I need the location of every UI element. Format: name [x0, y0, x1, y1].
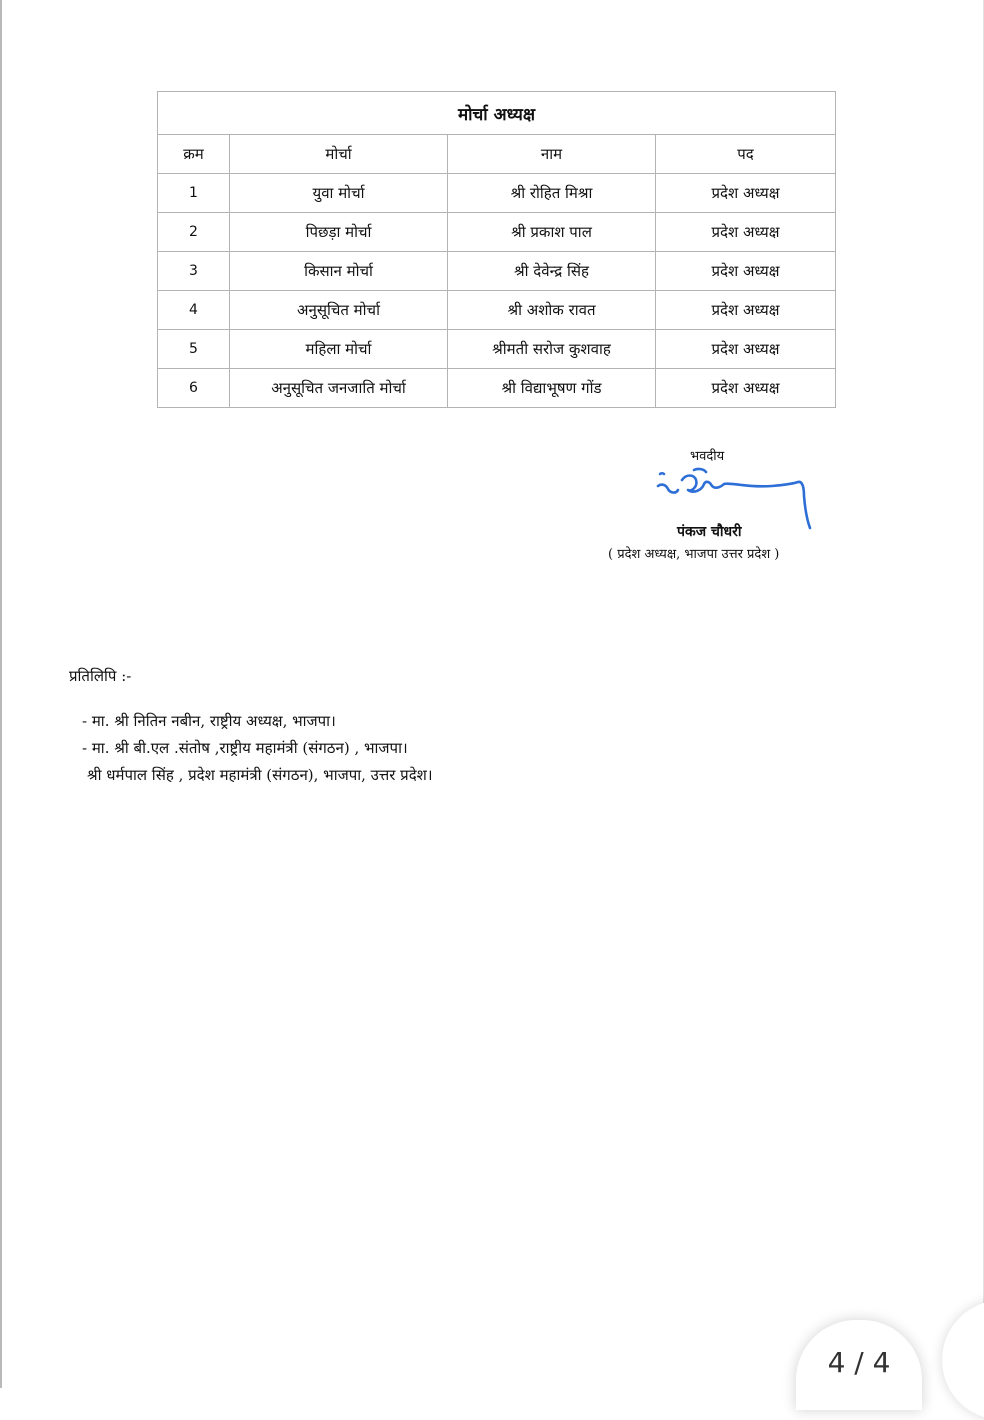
copy-to-item: - मा. श्री नितिन नबीन, राष्ट्रीय अध्यक्ष, भाजपा।	[82, 712, 336, 730]
post-cell: प्रदेश अध्यक्ष	[656, 330, 836, 369]
name-cell: श्री देवेन्द्र सिंह	[448, 252, 656, 291]
copy-to-item: - मा. श्री बी.एल .संतोष ,राष्ट्रीय महामंत्री (संगठन) , भाजपा।	[82, 739, 408, 757]
morcha-cell: महिला मोर्चा	[230, 330, 448, 369]
column-header-name: नाम	[448, 135, 656, 174]
column-header-morcha: मोर्चा	[230, 135, 448, 174]
post-cell: प्रदेश अध्यक्ष	[656, 252, 836, 291]
morcha-cell: अनुसूचित मोर्चा	[230, 291, 448, 330]
copy-to-list	[82, 712, 433, 793]
name-cell: श्री प्रकाश पाल	[448, 213, 656, 252]
morcha-president-table	[157, 91, 836, 408]
copy-to-heading: प्रतिलिपि :-	[69, 667, 132, 685]
table-row	[158, 291, 836, 330]
serial-cell: 5	[158, 330, 230, 369]
page-edge	[0, 0, 2, 1388]
serial-cell: 2	[158, 213, 230, 252]
serial-cell: 4	[158, 291, 230, 330]
post-cell: प्रदेश अध्यक्ष	[656, 291, 836, 330]
floating-action-button[interactable]	[942, 1300, 984, 1420]
morcha-cell: युवा मोर्चा	[230, 174, 448, 213]
serial-cell: 6	[158, 369, 230, 408]
serial-cell: 3	[158, 252, 230, 291]
signer-name: पंकज चौधरी	[677, 524, 742, 540]
name-cell: श्रीमती सरोज कुशवाह	[448, 330, 656, 369]
table-row	[158, 369, 836, 408]
post-cell: प्रदेश अध्यक्ष	[656, 174, 836, 213]
serial-cell: 1	[158, 174, 230, 213]
name-cell: श्री अशोक रावत	[448, 291, 656, 330]
table-title: मोर्चा अध्यक्ष	[158, 92, 836, 135]
name-cell: श्री रोहित मिश्रा	[448, 174, 656, 213]
closing-salutation: भवदीय	[690, 449, 725, 464]
morcha-cell: किसान मोर्चा	[230, 252, 448, 291]
copy-to-item: श्री धर्मपाल सिंह , प्रदेश महामंत्री (संगठन), भाजपा, उत्तर प्रदेश।	[87, 766, 433, 784]
table-row	[158, 174, 836, 213]
morcha-cell: पिछड़ा मोर्चा	[230, 213, 448, 252]
page-indicator-label: 4 / 4	[827, 1346, 891, 1379]
table-row	[158, 252, 836, 291]
post-cell: प्रदेश अध्यक्ष	[656, 213, 836, 252]
column-header-post: पद	[656, 135, 836, 174]
post-cell: प्रदेश अध्यक्ष	[656, 369, 836, 408]
table-row	[158, 330, 836, 369]
table-row	[158, 213, 836, 252]
signer-designation: ( प्रदेश अध्यक्ष, भाजपा उत्तर प्रदेश )	[608, 547, 780, 562]
column-header-serial: क्रम	[158, 135, 230, 174]
morcha-cell: अनुसूचित जनजाति मोर्चा	[230, 369, 448, 408]
name-cell: श्री विद्याभूषण गोंड	[448, 369, 656, 408]
page-indicator	[796, 1320, 922, 1410]
